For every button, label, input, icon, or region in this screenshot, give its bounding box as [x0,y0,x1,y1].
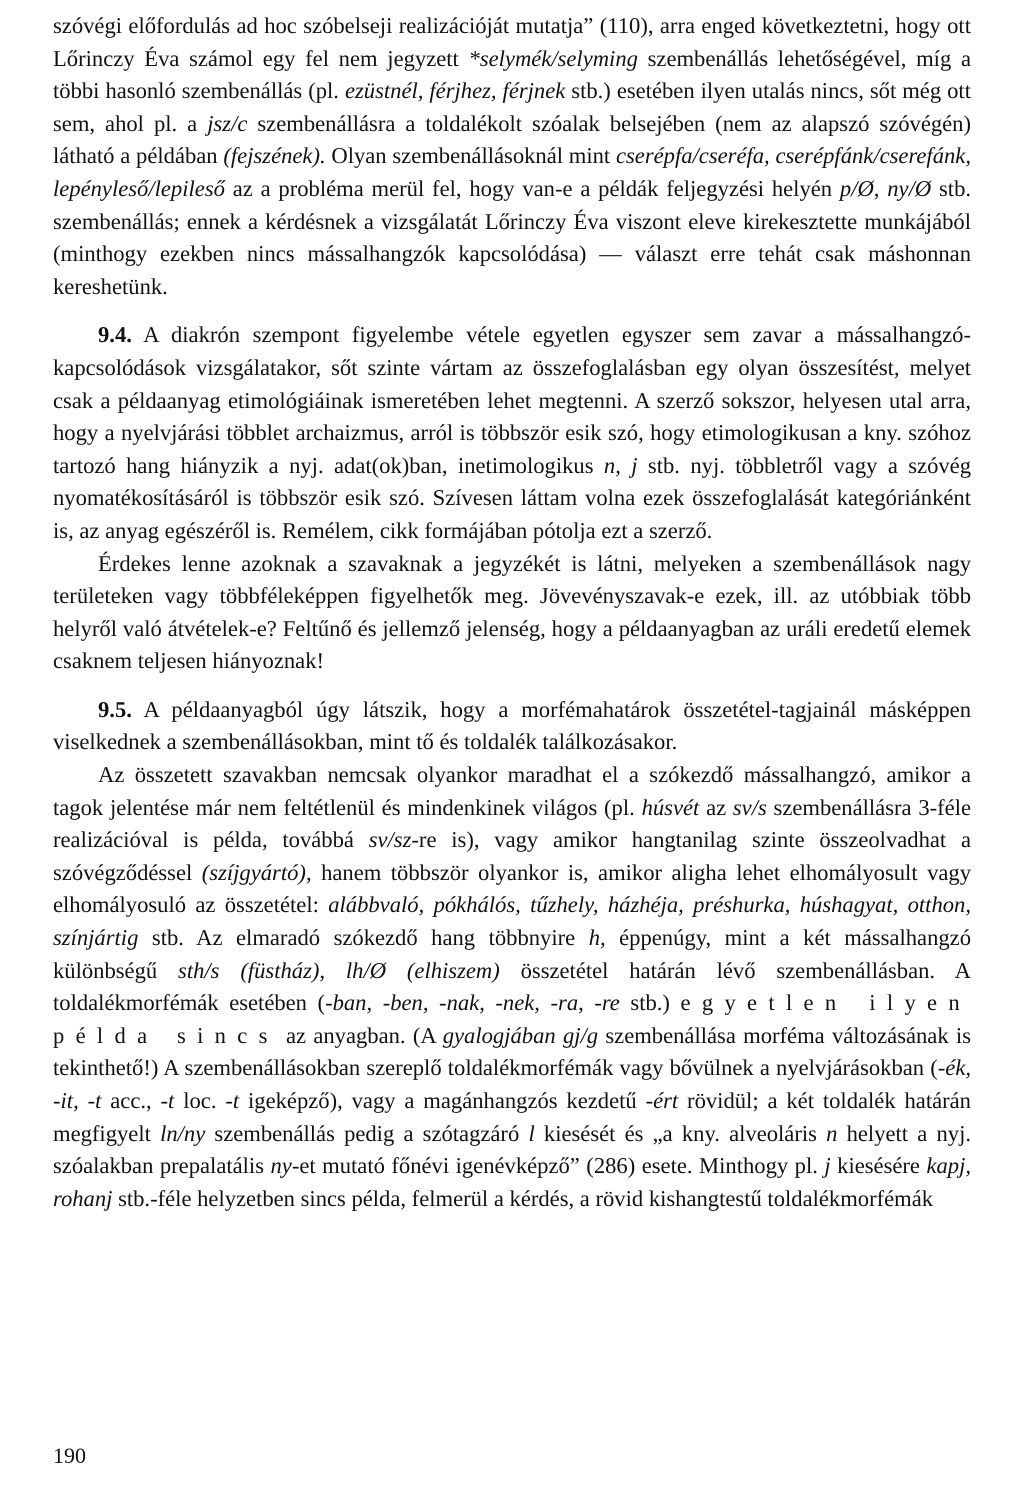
text-run: loc. [174,1088,226,1113]
italic-term: -t [160,1088,175,1113]
italic-term: *selymék/selyming [468,45,638,71]
text-run: stb. nyj. többletről vagy a szóvég nyomatékosításáról is többször esik szó. Szívesen láttam volna ezek összefoglalását kategóriánként is, az anyag egészéről is. Remélem, cikk formájában pótolja ezt a szerző. [53,452,971,543]
text-run: az a probléma merül fel, hogy van-e a példák feljegyzési helyén [224,175,840,201]
section-9-4-paragraph [53,319,971,547]
italic-term: sv/sz [368,827,412,853]
italic-term: -ban, -ben, -nak, -nek, -ra, -re [325,990,620,1016]
italic-term: l [528,1120,535,1146]
italic-term: j [824,1153,831,1179]
text-run: A diakrón szempont figyelembe vétele egyetlen egyszer sem zavar a mássalhangzó-kapcsolódások vizsgálatakor, sőt szinte vártam az összefoglalásban egy olyan összesítést, melyet csak a példaanyag etimológiáinak ismeretében lehet megtenni. A szerző sokszor, helyesen utal arra, hogy a nyelvjárási többlet archaizmus, arról is többször esik szó, hogy etimologikusan a kny. szóhoz tartozó hang hiányzik a nyj. adat(ok)ban, inetimologikus [53,322,971,478]
text-run: kiesését és „a kny. alveoláris [534,1120,827,1146]
italic-term: ny [270,1153,292,1179]
text-run: Olyan szembenállásoknál mint [325,143,616,169]
text-run: Az összetett szavakban nemcsak olyankor maradhat el a szókezdő mássalhangzó, amikor a tagok jelentése már nem feltétlenül és mindenkinek világos (pl. [53,762,971,820]
text-run: stb.) esetében ilyen utalás nincs, sőt még ott sem, ahol pl. a [53,78,971,136]
text-run: acc., [101,1088,161,1113]
text-run: az [699,794,733,820]
italic-term: ln/ny [160,1120,206,1146]
text-run: szembenállása morféma változásának is tekinthető!) A szembenállásokban szereplő toldalékmorfémák vagy bővülnek a nyelvjárásokban ( [53,1022,971,1081]
italic-term: n [826,1120,838,1146]
text-run: stb. szembenállás; ennek a kérdésnek a vizsgálatát Lőrinczy Éva viszont eleve kirekesztette munkájából (minthogy ezekben nincs mássalhangzók kapcsolódása) — választ erre tehát csak máshonnan kereshetünk. [53,175,972,299]
italic-term: cserépfa/cseréfa, cserépfánk/cserefánk, lepényleső/lepileső [53,143,971,201]
italic-term: h, [588,925,606,951]
text-run: -et mutató főnévi igenévképző” (286) esete. Minthogy pl. [291,1153,825,1179]
italic-term: húsvét [641,794,700,820]
section-number: 9.5. [98,696,132,722]
italic-term: sv/s [732,794,767,820]
text-run: helyett a nyj. szóalakban prepalatális [53,1120,972,1179]
paragraph-erdekes: Érdekes lenne azoknak a szavaknak a jegyzékét is látni, melyeken a szembenállások nagy területeken vagy többféleképpen figyelhetők meg. Jövevényszavak-e ezek, ill. az utóbbiak több helyről való átvételek-e? Feltűnő és jellemző jelenség, hogy a példaanyagban az uráli eredetű elemek csaknem teljesen hiányoznak! [53,550,971,674]
text-run: rövidül; a két toldalék határán megfigyelt [53,1088,971,1146]
italic-term: -ék, -it, -t [53,1055,971,1113]
text-run: szembenállás pedig a szótagzáró [205,1120,529,1146]
text-run: éppenúgy, mint a két mássalhangzó különbségű [53,925,971,983]
text-run: az anyagban. (A [278,1022,443,1048]
section-9-5-paragraph [53,694,971,759]
text-run: hanem többször olyankor is, amikor aligha lehet elhomályosult vagy elhomályosuló az összetétel: [53,859,971,918]
text-run: összetétel határán lévő szembenállásban. A toldalékmorfémák esetében ( [53,957,971,1016]
section-number: 9.4. [98,322,132,348]
page-number: 190 [53,1443,86,1468]
text-run: stb.-féle helyzetben sincs példa, felmerül a kérdés, a rövid kishangtestű toldalékmorfémák [112,1185,934,1211]
page-body [53,10,971,1215]
text-run: szembenállásra a toldalékolt szóalak belsejében (nem az alapszó szóvégén) látható a példában [53,110,971,169]
paragraph-osszetett [53,759,971,1215]
spaced-emphasis: egyetlen ilyen példa sincs [53,990,971,1048]
text-run: szembenállásra 3-féle realizációval is példa, továbbá [53,794,971,853]
italic-term: n, j [603,452,638,478]
italic-term: jsz/c [207,110,248,136]
text-run: -re is), vagy amikor hangtanilag szinte összeolvadhat a szóvégződéssel [53,827,971,885]
italic-term: -ért [645,1088,679,1113]
italic-term: sth/s (füstház), lh/Ø (elhiszem) [178,957,500,983]
text-run: szóvégi előfordulás ad hoc szóbelseji realizációját mutatja” (110), arra enged következtetni, hogy ott Lőrinczy Éva számol egy fel nem jegyzett [53,13,971,71]
text-run: szembenállás lehetőségével, míg a többi hasonló szembenállás (pl. [53,45,971,104]
text-run: A példaanyagból úgy látszik, hogy a morfémahatárok összetétel-tagjainál másképpen viselkednek a szembenállásokban, mint tő és toldalék találkozásakor. [53,696,971,755]
paragraph-continuation [53,10,971,303]
text-run: kiesésére [830,1153,927,1179]
text-run: stb.) [619,990,681,1016]
italic-term: ezüstnél, férjhez, férjnek [344,78,566,104]
text-run: igeképző), vagy a magánhangzós kezdetű [239,1088,646,1113]
italic-term: (fejszének). [223,143,326,169]
italic-term: gyalogjában gj/g [442,1022,599,1048]
italic-term: p/Ø, ny/Ø [839,175,932,201]
italic-term: -t [225,1088,240,1113]
italic-term: alábbvaló, pókhálós, tűzhely, házhéja, préshurka, húshagyat, otthon, színjártig [53,892,971,951]
italic-term: kapj, rohanj [53,1153,972,1211]
text-run: stb. Az elmaradó szókezdő hang többnyire [138,925,589,951]
italic-term: (szíjgyártó), [201,859,312,885]
